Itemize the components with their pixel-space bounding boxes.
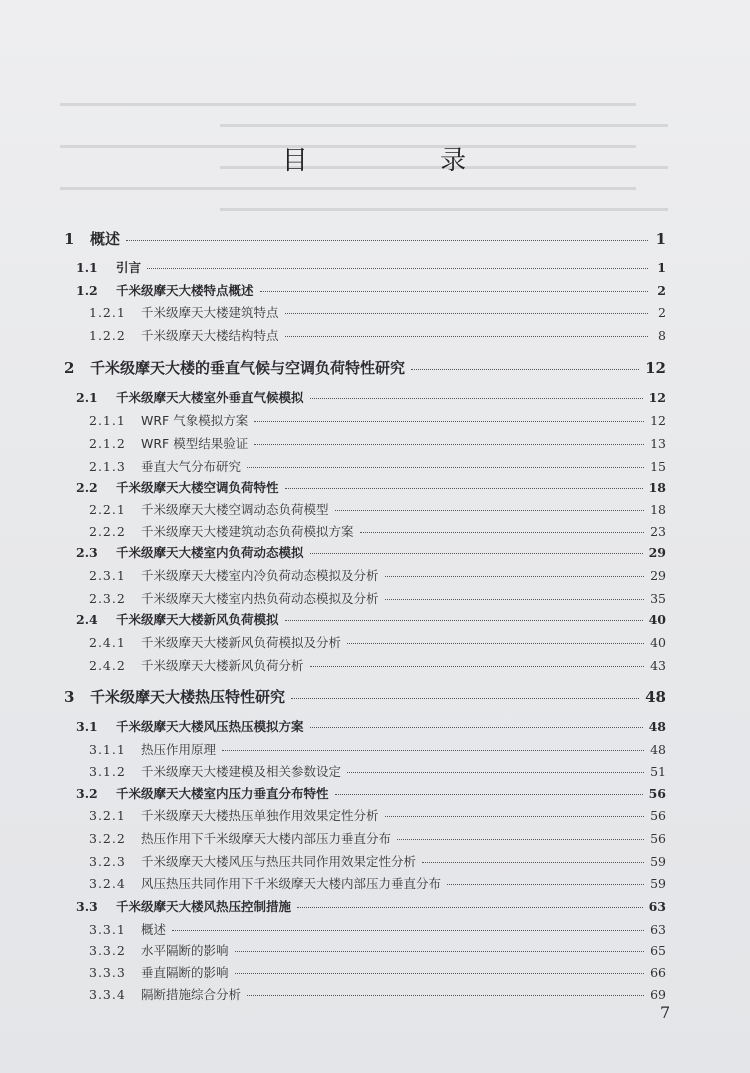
toc-entry-title: 风压热压共同作用下千米级摩天大楼内部压力垂直分布 [141,876,442,891]
dot-leader [235,973,645,974]
toc-entry-number: 1.2.2 [89,328,126,343]
toc-entry [0,740,750,762]
dot-leader [310,727,643,728]
toc-entry [0,357,750,379]
toc-entry-title: 千米级摩天大楼室内压力垂直分布特性 [116,786,329,801]
toc-entry-page: 29 [650,568,666,583]
toc-entry-page: 29 [648,545,666,560]
toc-entry-page: 63 [648,899,666,914]
toc-entry-number: 2.3.1 [89,568,126,583]
toc-entry [0,478,750,500]
dot-leader [310,666,645,667]
toc-entry-number: 2.3.2 [89,591,126,606]
toc-entry-title: 千米级摩天大楼新风负荷模拟及分析 [141,635,342,650]
toc-entry [0,963,750,985]
dot-leader [397,839,644,840]
toc-entry-page: 65 [650,943,666,958]
toc-entry-page: 48 [648,719,666,734]
toc-entry-number: 3.2.4 [89,876,126,891]
toc-entry-number: 2.4 [76,612,98,627]
toc-entry [0,762,750,784]
toc-entry-page: 35 [650,591,666,606]
dot-leader [247,995,644,996]
dot-leader [385,599,645,600]
toc-entry-number: 2.1.3 [89,459,126,474]
toc-entry [0,610,750,632]
toc-entry-number: 2.2.1 [89,502,126,517]
toc-entry [0,522,750,544]
toc-entry-page: 15 [650,459,666,474]
toc-entry-number: 3.3.4 [89,987,126,1002]
toc-entry-page: 2 [658,305,666,320]
toc-entry-title: WRF 模型结果验证 [141,436,249,451]
toc-entry-title: 千米级摩天大楼新风负荷分析 [141,658,304,673]
toc-entry-title: 千米级摩天大楼热压特性研究 [90,688,286,706]
toc-entry-page: 43 [650,658,666,673]
toc-entry-number: 1.1 [76,260,98,275]
toc-entry [0,434,750,456]
dot-leader [285,336,648,337]
toc-entry [0,897,750,919]
toc-entry-title: 垂直大气分布研究 [141,459,242,474]
toc-entry-number: 2.1.2 [89,436,126,451]
toc-entry-page: 48 [645,688,666,706]
toc-entry-number: 3.2.3 [89,854,126,869]
toc-entry [0,829,750,851]
toc-entry-number: 2.4.2 [89,658,126,673]
toc-entry-number: 3.2.2 [89,831,126,846]
dot-leader [335,794,643,795]
dot-leader [285,488,643,489]
toc-entry-title: 千米级摩天大楼空调负荷特性 [116,480,279,495]
toc-entry-number: 3.3.1 [89,922,126,937]
dot-leader [347,643,644,644]
toc-entry-title: 热压作用下千米级摩天大楼内部压力垂直分布 [141,831,392,846]
toc-entry-page: 69 [650,987,666,1002]
toc-entry [0,852,750,874]
toc-entry [0,633,750,655]
toc-entry-number: 2 [64,359,75,377]
toc-entry-title: 垂直隔断的影响 [141,965,229,980]
toc-entry-number: 3.3.3 [89,965,126,980]
toc-entry-page: 48 [650,742,666,757]
dot-leader [172,930,644,931]
dot-leader [247,467,644,468]
toc-entry [0,874,750,896]
toc-entry-page: 56 [650,808,666,823]
toc-entry-title: 千米级摩天大楼空调动态负荷模型 [141,502,329,517]
toc-entry-page: 63 [650,922,666,937]
toc-entry [0,920,750,942]
dot-leader [126,240,648,241]
toc-entry-page: 12 [645,359,666,377]
toc-entry-title: 千米级摩天大楼风压与热压共同作用效果定性分析 [141,854,417,869]
toc-entry-title: 千米级摩天大楼室内冷负荷动态模拟及分析 [141,568,379,583]
dot-leader [422,862,644,863]
toc-entry-title: 千米级摩天大楼建筑特点 [141,305,279,320]
toc-entry [0,686,750,708]
toc-entry-page: 2 [657,283,666,298]
toc-entry-number: 2.2.2 [89,524,126,539]
toc-entry-page: 59 [650,854,666,869]
dot-leader [291,698,639,699]
toc-entry-title: 千米级摩天大楼结构特点 [141,328,279,343]
toc-entry-title: 千米级摩天大楼建筑动态负荷模拟方案 [141,524,354,539]
toc-entry-number: 1 [64,230,75,248]
toc-entry [0,656,750,678]
toc-entry-title: 水平隔断的影响 [141,943,229,958]
toc-entry-page: 59 [650,876,666,891]
toc-entry-page: 12 [648,390,666,405]
toc-entry-title: 千米级摩天大楼室外垂直气候模拟 [116,390,304,405]
toc-entry-page: 40 [650,635,666,650]
toc-entry-title: 千米级摩天大楼风热压控制措施 [116,899,292,914]
toc-entry-number: 2.4.1 [89,635,126,650]
toc-entry-page: 56 [648,786,666,801]
dot-leader [147,268,648,269]
toc-entry-title: 概述 [141,922,167,937]
toc-entry-page: 1 [657,260,666,275]
toc-entry [0,388,750,410]
toc-entry [0,941,750,963]
toc-entry-number: 3.3 [76,899,98,914]
toc-entry-page: 18 [648,480,666,495]
dot-leader [310,398,643,399]
toc-entry-title: 千米级摩天大楼室内热负荷动态模拟及分析 [141,591,379,606]
toc-entry-title: 引言 [116,260,142,275]
toc-entry [0,303,750,325]
toc-entry-number: 2.2 [76,480,98,495]
toc-entry-number: 2.3 [76,545,98,560]
toc-entry-title: 概述 [90,230,121,248]
toc-entry-number: 1.2 [76,283,98,298]
toc-entry-number: 3.2 [76,786,98,801]
toc-entry [0,784,750,806]
dot-leader [385,816,645,817]
toc-entry [0,589,750,611]
toc-entry-number: 3.1.1 [89,742,126,757]
toc-entry-number: 3.3.2 [89,943,126,958]
dot-leader [285,313,648,314]
toc-entry-page: 51 [650,764,666,779]
dot-leader [235,951,645,952]
toc-entry-title: 千米级摩天大楼的垂直气候与空调负荷特性研究 [90,359,406,377]
toc-entry-number: 1.2.1 [89,305,126,320]
toc-entry-number: 3.2.1 [89,808,126,823]
toc-entry-title: 千米级摩天大楼热压单独作用效果定性分析 [141,808,379,823]
toc-entry [0,281,750,303]
dot-leader [222,750,644,751]
toc-entry [0,543,750,565]
toc-entry-page: 1 [655,230,666,248]
dot-leader [411,369,639,370]
toc-entry-page: 18 [650,502,666,517]
dot-leader [447,884,644,885]
toc-entry-title: 千米级摩天大楼室内负荷动态模拟 [116,545,304,560]
page-number: 7 [660,1003,671,1022]
toc-entry-page: 12 [650,413,666,428]
toc-entry-number: 3.1 [76,719,98,734]
toc-entry-title: 千米级摩天大楼建模及相关参数设定 [141,764,342,779]
dot-leader [285,620,643,621]
toc-entry [0,500,750,522]
toc-entry-page: 66 [650,965,666,980]
toc-entry-number: 2.1.1 [89,413,126,428]
dot-leader [254,421,644,422]
toc-entry-number: 2.1 [76,390,98,405]
page-title: 目 录 [281,146,529,176]
toc-entry [0,228,750,250]
toc-entry [0,717,750,739]
toc-entry-page: 23 [650,524,666,539]
dot-leader [335,510,645,511]
toc-entry-title: 隔断措施综合分析 [141,987,242,1002]
toc-entry-number: 3.1.2 [89,764,126,779]
toc-entry-number: 3 [64,688,75,706]
toc-entry [0,411,750,433]
toc-entry [0,566,750,588]
toc-entry-page: 8 [658,328,666,343]
toc-entry-page: 40 [648,612,666,627]
toc-entry [0,806,750,828]
toc-entry-title: WRF 气象模拟方案 [141,413,249,428]
dot-leader [260,291,648,292]
toc-entry-page: 56 [650,831,666,846]
toc-entry [0,985,750,1007]
toc-entry-title: 热压作用原理 [141,742,217,757]
toc-entry-title: 千米级摩天大楼新风负荷模拟 [116,612,279,627]
dot-leader [385,576,645,577]
dot-leader [347,772,644,773]
dot-leader [310,553,643,554]
toc-entry [0,258,750,280]
toc-entry [0,457,750,479]
toc-entry-title: 千米级摩天大楼特点概述 [116,283,254,298]
dot-leader [297,907,643,908]
dot-leader [360,532,645,533]
dot-leader [254,444,644,445]
toc-entry-title: 千米级摩天大楼风压热压模拟方案 [116,719,304,734]
toc-entry-page: 13 [650,436,666,451]
toc-entry [0,326,750,348]
